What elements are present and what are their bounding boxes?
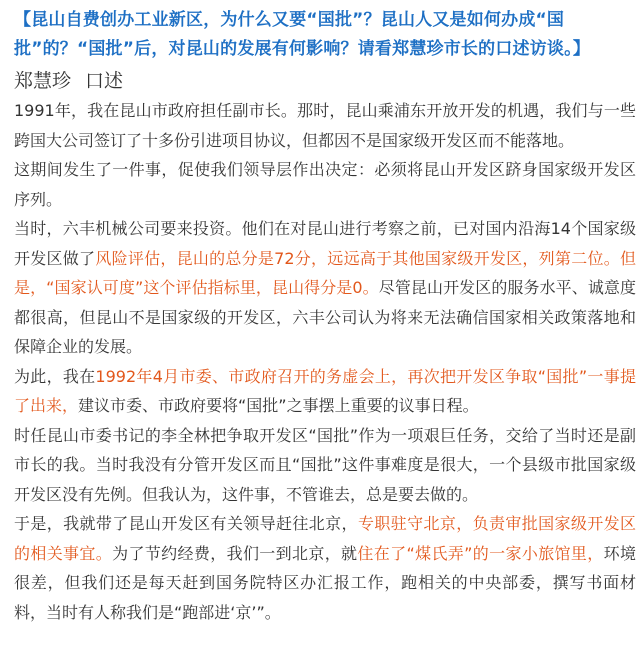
paragraph	[14, 421, 636, 510]
paragraph-text: 这期间发生了一件事，促使我们领导层作出决定：必须将昆山开发区跻身国家级开发区序列。	[14, 160, 636, 209]
highlighted-text: 1992年4月市委、市政府召开的务虚会上，再次把开发区争取“国批”一事提了出来，	[14, 366, 636, 415]
paragraph-text: 当时，六丰机械公司要来投资。他们在对昆山进行考察之前，已对国内沿海14个国家级开发区做了	[14, 219, 636, 268]
paragraph-text: 尽管昆山开发区的服务水平、诚意度都很高，但昆山不是国家级的开发区，六丰公司认为将来无法确信国家相关政策落地和保障企业的发展。	[14, 278, 636, 356]
paragraph	[14, 509, 636, 627]
paragraph-text: 为此，我在	[14, 366, 96, 386]
author-note: 口述	[85, 70, 124, 92]
paragraph-text: 于是，我就带了昆山开发区有关领导赶往北京，	[14, 514, 358, 533]
paragraph	[14, 96, 636, 155]
paragraph-text: 环境很差，但我们还是每天赶到国务院特区办汇报工作，跑相关的中央部委，撰写书面材料，当时有人称我们是“跑部进‘京’”。	[14, 543, 636, 622]
author-line	[14, 66, 636, 96]
highlighted-text: 风险评估，昆山的总分是72分，远远高于其他国家级开发区，列第二位。但是，“国家认可度”这个评估指标里，昆山得分是0。	[14, 248, 636, 297]
highlighted-text: 住在了“煤氏弄”的一家小旅馆里，	[357, 543, 604, 563]
paragraph-text: 为了节约经费，我们一到北京，就	[112, 543, 358, 563]
paragraph-text: 1991年，我在昆山市政府担任副市长。那时，昆山乘浦东开放开发的机遇，我们与一些跨国大公司签订了十多份引进项目协议，但都因不是国家级开发区而不能落地。	[14, 101, 636, 150]
paragraph	[14, 362, 636, 421]
article-body	[14, 96, 636, 627]
author-name: 郑慧珍	[14, 70, 72, 92]
paragraph-text: 时任昆山市委书记的李全林把争取开发区“国批”作为一项艰巨任务，交给了当时还是副市长的我。当时我没有分管开发区而且“国批”这件事难度是很大，一个县级市批国家级开发区没有先例。但我认为，这件事，不管谁去，总是要去做的。	[14, 425, 636, 504]
paragraph	[14, 214, 636, 362]
paragraph	[14, 155, 636, 214]
highlighted-text: 专职驻守北京，负责审批国家级开发区的相关事宜。	[14, 514, 636, 563]
paragraph-text: 建议市委、市政府要将“国批”之事摆上重要的议事日程。	[78, 396, 479, 415]
article-lead: 【昆山自费创办工业新区，为什么又要“国批”？昆山人又是如何办成“国批”的？“国批”后，对昆山的发展有何影响？请看郑慧珍市长的口述访谈。】	[14, 10, 591, 59]
